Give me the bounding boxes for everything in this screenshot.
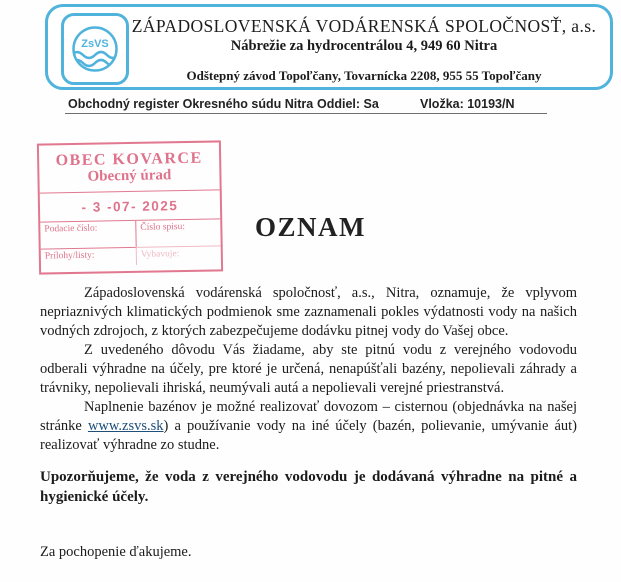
- branch-address: Odštepný závod Topoľčany, Tovarnícka 2208, 955 55 Topoľčany: [186, 68, 542, 83]
- logo-text: ZsVS: [81, 38, 109, 50]
- register-insert: Vložka: 10193/N: [420, 97, 515, 111]
- register-section: Oddiel: Sa: [317, 97, 379, 111]
- stamp-office: Obecný úrad: [87, 167, 172, 185]
- paragraph-pools-text-start: Naplnenie bazénov je možné realizovať dovozom – cisternou (objednávka na našej stránke: [40, 399, 577, 434]
- stamp-field-filing-number: Podacie číslo:: [44, 223, 98, 235]
- warning-statement: Upozorňujeme, že voda z verejného vodovodu je dodávaná výhradne na pitné a hygienické účely.: [40, 469, 577, 505]
- office-stamp: [37, 140, 223, 274]
- register-court: Obchodný register Okresného súdu Nitra: [68, 97, 314, 111]
- company-logo: [61, 13, 129, 85]
- stamp-field-file-number: Číslo spisu:: [135, 219, 220, 246]
- stamp-field-handled-by: Vybavuje:: [136, 245, 221, 264]
- website-link: www.zsvs.sk: [87, 418, 164, 434]
- divider-line: [65, 113, 547, 114]
- stamp-field-attachments: Prílohy/listy:: [41, 247, 136, 267]
- paragraph-announcement: Západoslovenská vodárenská spoločnosť, a.s., Nitra, oznamuje, že vplyvom nepriaznivých klimatických podmienok sme zaznamenali pokles výdatnosti vody na našich vodných zdrojoch, z ktorých zabezpečujeme dodávku pitnej vody do Vašej obce.: [40, 285, 577, 339]
- paragraph-pools-text-end: ) a používanie vody na iné účely (bazén, polievanie, umývanie áut) realizovať výhradne zo studne.: [40, 418, 577, 453]
- company-address: Nábrežie za hydrocentrálou 4, 949 60 Nitra: [230, 38, 498, 54]
- paragraph-request: Z uvedeného dôvodu Vás žiadame, aby ste pitnú vodu z verejného vodovodu odberali výhradne na účely, pre ktoré je určená, nenapúšťali bazény, nepolievali záhrady a trávniky, nepolievali ihriská, neumývali autá a nepolievali verejné priestranstvá.: [40, 342, 577, 396]
- stamp-header: [39, 142, 220, 192]
- letterhead-text: [126, 7, 602, 84]
- water-logo-icon: [69, 23, 121, 75]
- closing-line: Za pochopenie ďakujeme.: [40, 544, 192, 560]
- company-name: ZÁPADOSLOVENSKÁ VODÁRENSKÁ SPOLOČNOSŤ, a.s.: [131, 16, 597, 36]
- document-title: OZNAM: [255, 212, 366, 242]
- paragraph-pools: [40, 398, 577, 455]
- letterhead: [45, 4, 613, 90]
- stamp-municipality: OBEC KOVARCE: [55, 149, 203, 170]
- stamp-date: - 3 -07- 2025: [40, 189, 220, 222]
- letter-body: [40, 284, 577, 562]
- register-row: [0, 97, 621, 113]
